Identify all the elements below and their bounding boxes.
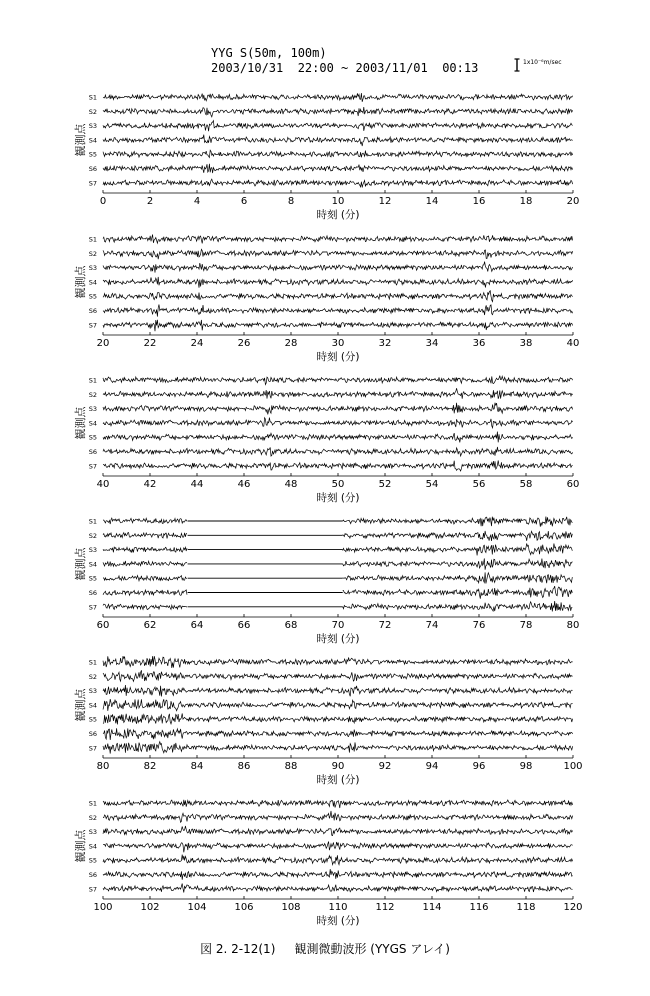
waveform-panel: [73, 235, 579, 364]
x-tick-label: 68: [284, 620, 298, 631]
waveform-panel: [73, 800, 583, 928]
station-label: S1: [88, 658, 97, 667]
waveform-trace: [103, 800, 573, 808]
station-label: S2: [88, 249, 97, 258]
station-label: S3: [88, 546, 97, 555]
y-axis-label: 観測点: [74, 547, 87, 581]
x-tick-label: 24: [190, 338, 204, 349]
waveform-trace: [103, 376, 573, 385]
waveform-trace: [343, 601, 573, 612]
figure-title: YYG S(50m, 100m): [211, 46, 327, 60]
x-tick-label: 26: [237, 338, 251, 349]
waveform-trace: [103, 262, 573, 273]
station-label: S4: [88, 419, 97, 428]
station-label: S4: [88, 278, 97, 287]
station-label: S1: [88, 517, 97, 526]
waveform-trace: [103, 590, 187, 595]
station-label: S7: [88, 462, 97, 471]
waveform-trace: [103, 742, 573, 754]
x-tick-label: 86: [237, 761, 251, 772]
station-label: S5: [88, 856, 97, 865]
x-tick-label: 98: [519, 761, 533, 772]
x-axis-label: 時刻 (分): [316, 351, 360, 363]
waveform-trace: [103, 604, 187, 609]
waveform-trace: [103, 235, 573, 244]
x-tick-label: 92: [378, 761, 392, 772]
x-tick-label: 104: [187, 902, 207, 913]
waveform-trace: [103, 656, 573, 668]
x-tick-label: 88: [284, 761, 298, 772]
x-tick-label: 78: [519, 620, 533, 631]
station-label: S5: [88, 574, 97, 583]
x-tick-label: 62: [143, 620, 157, 631]
waveform-trace: [103, 291, 573, 302]
station-label: S6: [88, 871, 97, 879]
x-tick-label: 82: [143, 761, 157, 772]
y-axis-label: 観測点: [74, 265, 87, 299]
waveform-trace: [103, 460, 573, 471]
x-tick-label: 102: [140, 902, 160, 913]
waveform-trace: [343, 544, 573, 556]
station-label: S2: [88, 531, 97, 540]
x-tick-label: 8: [287, 196, 295, 207]
x-tick-label: 90: [331, 761, 345, 772]
x-tick-label: 18: [519, 196, 533, 207]
x-tick-label: 30: [331, 338, 345, 349]
x-tick-label: 118: [516, 902, 536, 913]
waveform-trace: [343, 572, 573, 583]
x-tick-label: 20: [96, 338, 110, 349]
x-tick-label: 76: [472, 620, 486, 631]
station-label: S4: [88, 136, 97, 145]
station-label: S2: [88, 107, 97, 116]
waveform-trace: [103, 518, 187, 524]
waveform-trace: [103, 842, 573, 853]
waveform-trace: [103, 107, 573, 117]
x-tick-label: 120: [563, 902, 583, 913]
station-label: S4: [88, 842, 97, 851]
amplitude-scale-label: 1x10⁻⁶m/sec: [523, 59, 562, 66]
x-tick-label: 80: [566, 620, 580, 631]
station-label: S4: [88, 560, 97, 569]
x-tick-label: 72: [378, 620, 392, 631]
x-tick-label: 10: [331, 196, 345, 207]
x-tick-label: 12: [378, 196, 392, 207]
x-tick-label: 6: [240, 196, 248, 207]
y-axis-label: 観測点: [74, 829, 87, 863]
waveform-trace: [103, 249, 573, 259]
x-tick-label: 22: [143, 338, 157, 349]
waveform-trace: [103, 728, 573, 740]
waveform-trace: [103, 561, 187, 566]
waveform-trace: [103, 547, 187, 553]
x-tick-label: 94: [425, 761, 439, 772]
waveform-trace: [103, 305, 573, 317]
waveform-trace: [103, 826, 573, 836]
x-tick-label: 112: [375, 902, 395, 913]
x-tick-label: 42: [143, 479, 157, 490]
station-label: S4: [88, 701, 97, 710]
station-label: S6: [88, 448, 97, 456]
station-label: S1: [88, 93, 97, 102]
x-tick-label: 20: [566, 196, 580, 207]
x-tick-label: 60: [96, 620, 110, 631]
waveform-trace: [343, 558, 573, 569]
x-tick-label: 74: [425, 620, 439, 631]
waveform-trace: [103, 403, 573, 415]
waveform-trace: [103, 388, 573, 399]
waveform-panel: [73, 517, 579, 645]
x-tick-label: 4: [193, 196, 201, 207]
waveform-trace: [103, 699, 573, 711]
waveform-trace: [103, 164, 573, 173]
x-tick-label: 50: [331, 479, 345, 490]
waveform-trace: [343, 586, 573, 599]
station-label: S2: [88, 813, 97, 822]
station-label: S2: [88, 390, 97, 399]
waveform-trace: [343, 517, 573, 527]
waveform-trace: [103, 713, 573, 724]
x-tick-label: 70: [331, 620, 345, 631]
x-tick-label: 80: [96, 761, 110, 772]
x-tick-label: 36: [472, 338, 486, 349]
waveform-trace: [103, 869, 573, 880]
station-label: S6: [88, 730, 97, 738]
station-label: S3: [88, 405, 97, 414]
waveform-trace: [103, 121, 573, 132]
waveform-trace: [103, 811, 573, 822]
x-tick-label: 58: [519, 479, 533, 490]
x-tick-label: 28: [284, 338, 298, 349]
waveform-trace: [103, 432, 573, 443]
waveform-panel: [73, 93, 579, 221]
x-tick-label: 114: [422, 902, 442, 913]
x-tick-label: 60: [566, 479, 580, 490]
waveform-trace: [103, 884, 573, 893]
station-label: S7: [88, 321, 97, 330]
waveform-trace: [103, 576, 187, 581]
x-tick-label: 2: [146, 196, 154, 207]
station-label: S5: [88, 715, 97, 724]
x-axis-label: 時刻 (分): [316, 633, 360, 645]
x-tick-label: 116: [469, 902, 489, 913]
x-tick-label: 0: [99, 196, 107, 207]
station-label: S6: [88, 589, 97, 597]
x-tick-label: 40: [566, 338, 580, 349]
x-tick-label: 84: [190, 761, 204, 772]
waveform-trace: [103, 533, 187, 539]
waveform-panel: [73, 376, 579, 504]
figure-caption: 図 2. 2-12(1) 観測微動波形 (YYGS アレイ): [200, 942, 450, 956]
station-label: S3: [88, 828, 97, 837]
waveform-trace: [103, 93, 573, 102]
waveform-trace: [103, 277, 573, 288]
x-tick-label: 56: [472, 479, 486, 490]
station-label: S5: [88, 433, 97, 442]
y-axis-label: 観測点: [74, 123, 87, 157]
station-label: S7: [88, 885, 97, 894]
waveform-trace: [103, 855, 573, 865]
waveform-trace: [103, 135, 573, 147]
station-label: S1: [88, 376, 97, 385]
x-tick-label: 108: [281, 902, 301, 913]
station-label: S7: [88, 744, 97, 753]
x-tick-label: 100: [563, 761, 583, 772]
waveform-panel: [73, 656, 583, 786]
station-label: S6: [88, 307, 97, 315]
x-tick-label: 16: [472, 196, 486, 207]
x-tick-label: 46: [237, 479, 251, 490]
x-tick-label: 100: [93, 902, 113, 913]
x-tick-label: 64: [190, 620, 204, 631]
x-tick-label: 48: [284, 479, 298, 490]
waveform-trace: [103, 670, 573, 681]
station-label: S3: [88, 122, 97, 131]
x-tick-label: 14: [425, 196, 439, 207]
x-axis-label: 時刻 (分): [316, 209, 360, 221]
x-tick-label: 66: [237, 620, 251, 631]
x-tick-label: 54: [425, 479, 439, 490]
station-label: S1: [88, 799, 97, 808]
station-label: S6: [88, 165, 97, 173]
x-axis-label: 時刻 (分): [316, 492, 360, 504]
waveform-trace: [103, 150, 573, 157]
waveform-trace: [103, 418, 573, 428]
waveform-trace: [103, 320, 573, 331]
station-label: S5: [88, 292, 97, 301]
x-tick-label: 110: [328, 902, 348, 913]
x-tick-label: 52: [378, 479, 392, 490]
station-label: S2: [88, 672, 97, 681]
x-tick-label: 106: [234, 902, 254, 913]
station-label: S3: [88, 264, 97, 273]
station-label: S7: [88, 603, 97, 612]
x-tick-label: 34: [425, 338, 439, 349]
recording-period: 2003/10/31 22:00 ~ 2003/11/01 00:13: [211, 61, 479, 75]
y-axis-label: 観測点: [74, 688, 87, 722]
y-axis-label: 観測点: [74, 406, 87, 440]
waveform-trace: [103, 447, 573, 456]
waveform-trace: [103, 685, 573, 697]
x-tick-label: 40: [96, 479, 110, 490]
x-tick-label: 32: [378, 338, 392, 349]
x-tick-label: 44: [190, 479, 204, 490]
x-tick-label: 38: [519, 338, 533, 349]
station-label: S7: [88, 179, 97, 188]
x-tick-label: 96: [472, 761, 486, 772]
station-label: S3: [88, 687, 97, 696]
waveform-trace: [103, 179, 573, 187]
station-label: S5: [88, 150, 97, 159]
waveform-trace: [343, 531, 573, 541]
x-axis-label: 時刻 (分): [316, 774, 360, 786]
station-label: S1: [88, 235, 97, 244]
x-axis-label: 時刻 (分): [316, 915, 360, 927]
